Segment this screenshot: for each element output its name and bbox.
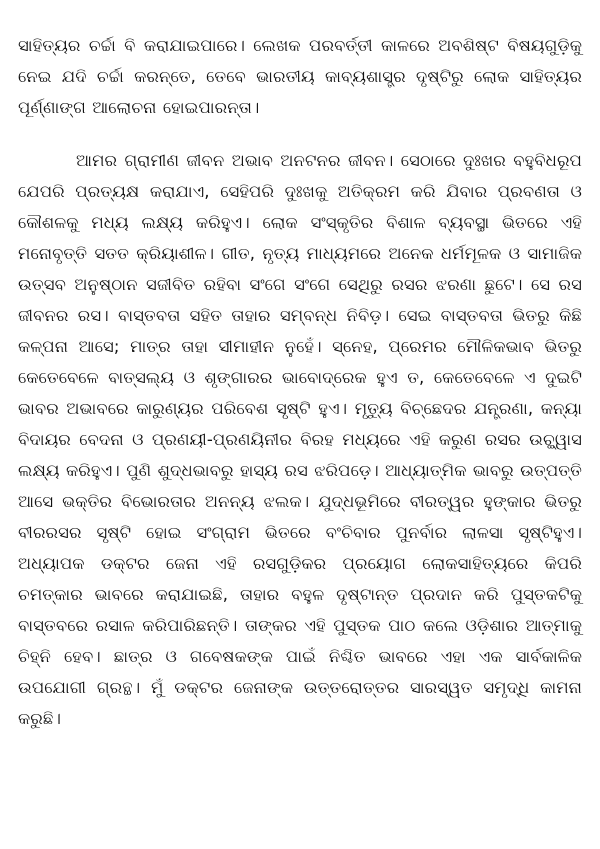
paragraph-main: ଆମର ଗ୍ରାମୀଣ ଜୀବନ ଅଭାବ ଅନଟନର ଜୀବନ। ସେଠାରେ ଦୁଃଖର ବହୁବିଧରୂପ ଯେପରି ପ୍ରତ୍ୟକ୍ଷ କରାଯାଏ, ସେହିପରି ଦୁଃଖକୁ ଅତିକ୍ରମ କରି ଯିବାର ପ୍ରବଣତା ଓ କୌଶଳକୁ ମଧ୍ୟ ଲକ୍ଷ୍ୟ କରିହୁଏ। ଲୋକ ସଂସ୍କୃତିର ବିଶାଳ ବ୍ୟବସ୍ଥା ଭିତରେ ଏହି ମନୋବୃତ୍ତି ସତତ କ୍ରିୟାଶୀଳ। ଗୀତ, ନୃତ୍ୟ ମାଧ୍ୟମରେ ଅନେକ ଧର୍ମମୂଳକ ଓ ସାମାଜିକ ଉତ୍ସବ ଅନୁଷ୍ଠାନ ସଜୀବିତ ରହିବା ସଂଗେ ସଂଗେ ସେଥିରୁ ରସର ଝରଣା ଛୁଟେ। ସେ ରସ ଜୀବନର ରସ। ବାସ୍ତବତା ସହିତ ତାହାର ସମ୍ବନ୍ଧ ନିବିଡ଼। ସେଇ ବାସ୍ତବତା ଭିତରୁ କିଛି କଳ୍ପନା ଆସେ; ମାତ୍ର ତାହା ସୀମାହୀନ ନୁହେଁ। ସ୍ନେହ, ପ୍ରେମର ମୌଳିକଭାବ ଭିତରୁ କେତେବେଳେ ବାତ୍ସଲ୍ୟ ଓ ଶୃଙ୍ଗାରର ଭାବୋଦ୍ରେକ ହୁଏ ତ, କେତେବେଳେ ଏ ଦୁଇଟି ଭାବର ଅଭାବରେ କାରୁଣ୍ୟର ପରିବେଶ ସୃଷ୍ଟି ହୁଏ। ମୃତ୍ୟୁ ବିଚ୍ଛେଦର ଯନ୍ତ୍ରଣା, କନ୍ୟା ବିଦାୟର ବେଦନା ଓ ପ୍ରଣୟୀ-ପ୍ରଣୟିନୀର ବିରହ ମଧ୍ୟରେ ଏହି କରୁଣ ରସର ଉଚ୍ଛ୍ୱାସ ଲକ୍ଷ୍ୟ କରିହୁଏ। ପୁଣି ଶୁଦ୍ଧଭାବରୁ ହାସ୍ୟ ରସ ଝରିପଡ଼େ। ଆଧ୍ୟାତ୍ମିକ ଭାବରୁ ଉତ୍ପତ୍ତି ଆସେ ଭକ୍ତିର ବିଭୋରତାର ଅନନ୍ୟ ଝଲକ। ଯୁଦ୍ଧଭୂମିରେ ବୀରତ୍ୱର ହୁଙ୍କାର ଭିତରୁ ବୀରରସର ସୃଷ୍ଟି ହୋଇ ସଂଗ୍ରାମ ଭିତରେ ବଂଚିବାର ପୁନର୍ବାର ଲାଳସା ସୃଷ୍ଟିହୁଏ। ଅଧ୍ୟାପକ ଡକ୍ଟର ଜେନା ଏହି ରସଗୁଡ଼ିକର ପ୍ରୟୋଗ ଲୋକସାହିତ୍ୟରେ କିପରି ଚମତ୍କାର ଭାବରେ କରାଯାଇଛି, ତାହାର ବହୁଳ ଦୃଷ୍ଟାନ୍ତ ପ୍ରଦାନ କରି ପୁସ୍ତକଟିକୁ ବାସ୍ତବରେ ରସାଳ କରିପାରିଛନ୍ତି। ତାଙ୍କର ଏହି ପୁସ୍ତକ ପାଠ କଲେ ଓଡ଼ିଶାର ଆତ୍ମାକୁ ଚିହ୍ନି ହେବ। ଛାତ୍ର ଓ ଗବେଷକଙ୍କ ପାଇଁ ନିଶ୍ଚିତ ଭାବରେ ଏହା ଏକ ସାର୍ବକାଳିକ ଉପଯୋଗୀ ଗ୍ରନ୍ଥ। ମୁଁ ଡକ୍ଟର ଜେନାଙ୍କ ଉତ୍ତରୋତ୍ତର ସାରସ୍ୱତ ସମୃଦ୍ଧି କାମନା କରୁଛି। [18,151,582,728]
paragraph-continuation: ସାହିତ୍ୟର ଚର୍ଚ୍ଚା ବି କରାଯାଇପାରେ। ଲେଖକ ପରବର୍ତ୍ତୀ କାଳରେ ଅବଶିଷ୍ଟ ବିଷୟଗୁଡ଼ିକୁ ନେଇ ଯଦି ଚର୍ଚ୍ଚା କରନ୍ତେ, ତେବେ ଭାରତୀୟ କାବ୍ୟଶାସ୍ତ୍ର ଦୃଷ୍ଟିରୁ ଲୋକ ସାହିତ୍ୟର ପୂର୍ଣ୍ଣାଙ୍ଗ ଆଲୋଚନା ହୋଇପାରନ୍ତା। [18,36,582,117]
